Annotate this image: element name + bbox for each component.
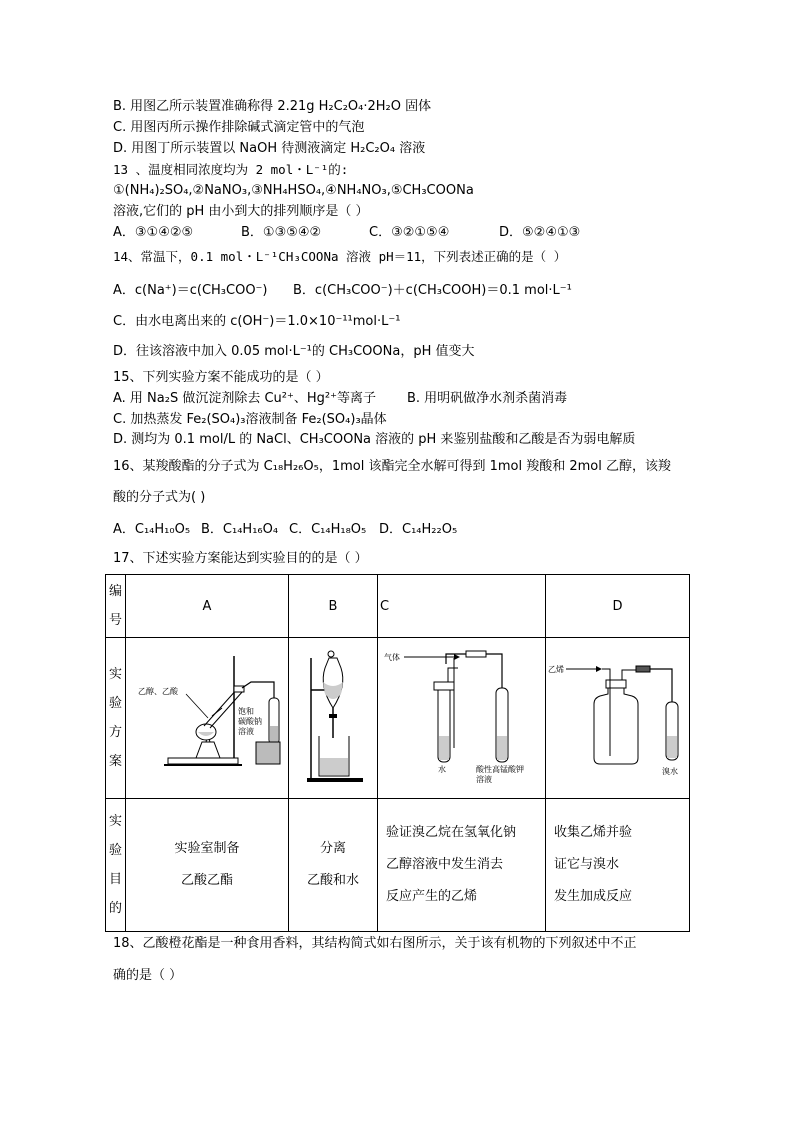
q13-option-c: C．③②①⑤④	[369, 225, 450, 240]
q14-option-c: C．由水电离出来的 c(OH⁻)＝1.0×10⁻¹¹mol·L⁻¹	[113, 314, 401, 329]
q16-option-d: D．C₁₄H₂₂O₅	[379, 522, 458, 537]
row-label-number: 编 号	[106, 575, 126, 638]
q14-option-a: A．c(Na⁺)＝c(CH₃COO⁻)	[113, 283, 268, 298]
q18-stem-line1: 18、乙酸橙花酯是一种食用香料，其结构简式如右图所示，关于该有机物的下列叙述中不正	[113, 936, 637, 951]
q15-stem: 15、下列实验方案不能成功的是（ ）	[113, 370, 329, 385]
experiment-table	[105, 574, 690, 932]
purpose-a: 实验室制备 乙酸乙酯	[126, 799, 289, 932]
figure-a-label-sol3: 溶液	[238, 727, 254, 736]
figure-d-cell	[546, 638, 690, 799]
figure-a-esterification-apparatus	[126, 638, 289, 794]
option-b-line: B. 用图乙所示装置准确称得 2.21g H₂C₂O₄·2H₂O 固体	[113, 99, 432, 114]
q13-ask: 溶液,它们的 pH 由小到大的排列顺序是（ ）	[113, 204, 369, 219]
q16-option-b: B．C₁₄H₁₆O₄	[201, 522, 279, 537]
q13-stem: 13 、温度相同浓度均为 2 mol・L⁻¹的:	[113, 162, 349, 177]
figure-a-label-sol1: 饱和	[238, 707, 254, 716]
figure-d-label-ethylene: 乙烯	[548, 665, 564, 674]
q17-stem: 17、下述实验方案能达到实验目的的是（ ）	[113, 551, 368, 566]
q18-stem-line2: 确的是（ ）	[113, 968, 183, 983]
figure-a-label-reagents: 乙醇、乙酸	[138, 687, 178, 696]
col-header-d: D	[546, 575, 690, 638]
q13-list: ①(NH₄)₂SO₄,②NaNO₃,③NH₄HSO₄,④NH₄NO₃,⑤CH₃COONa	[113, 183, 474, 198]
q14-ab	[113, 283, 572, 299]
col-header-a: A	[126, 575, 289, 638]
figure-c-label-gas: 气体	[384, 653, 400, 662]
q13-option-b: B．①③⑤④②	[241, 225, 322, 240]
q15-option-b: B. 用明矾做净水剂杀菌消毒	[407, 391, 568, 406]
option-d-line: D. 用图丁所示装置以 NaOH 待测液滴定 H₂C₂O₄ 溶液	[113, 141, 426, 156]
figure-a-cell	[126, 638, 289, 799]
q15-option-d: D. 测均为 0.1 mol/L 的 NaCl、CH₃COONa 溶液的 pH 来鉴别盐酸和乙酸是否为弱电解质	[113, 432, 636, 447]
q16-option-c: C．C₁₄H₁₈O₅	[289, 522, 367, 537]
table-row-number	[106, 575, 690, 638]
figure-a-label-sol2: 碳酸钠	[238, 717, 262, 726]
q15-option-a: A. 用 Na₂S 做沉淀剂除去 Cu²⁺、Hg²⁺等离子	[113, 391, 376, 406]
figure-c-label-water: 水	[438, 765, 446, 774]
col-header-c: C	[378, 575, 546, 638]
q16-stem-line2: 酸的分子式为( )	[113, 490, 206, 505]
q14-option-d: D．往该溶液中加入 0.05 mol·L⁻¹的 CH₃COONa，pH 值变大	[113, 344, 475, 359]
figure-c-cell	[378, 638, 546, 799]
purpose-b: 分离 乙酸和水	[289, 799, 378, 932]
option-c-line: C. 用图丙所示操作排除碱式滴定管中的气泡	[113, 120, 365, 135]
figure-c-gas-test-tubes	[378, 638, 546, 794]
purpose-c: 验证溴乙烷在氢氧化钠 乙醇溶液中发生消去 反应产生的乙烯	[378, 799, 546, 932]
figure-b-separatory-funnel	[289, 638, 378, 794]
row-label-purpose: 实 验 目 的	[106, 799, 126, 932]
figure-c-label-kmno4-2: 溶液	[476, 775, 492, 784]
q13-option-d: D．⑤②④①③	[499, 225, 581, 240]
q14-option-b: B．c(CH₃COO⁻)＋c(CH₃COOH)＝0.1 mol·L⁻¹	[293, 283, 572, 298]
q16-stem-line1: 16、某羧酸酯的分子式为 C₁₈H₂₆O₅，1mol 该酯完全水解可得到 1mol 羧酸和 2mol 乙醇，该羧	[113, 459, 671, 474]
q15-option-c: C. 加热蒸发 Fe₂(SO₄)₃溶液制备 Fe₂(SO₄)₃晶体	[113, 412, 387, 427]
figure-b-cell	[289, 638, 378, 799]
figure-c-label-kmno4-1: 酸性高锰酸钾	[476, 765, 524, 774]
q14-stem: 14、常温下，0.1 mol・L⁻¹CH₃COONa 溶液 pH＝11，下列表述正确的是（ ）	[113, 249, 567, 264]
q13-option-a: A．③①④②⑤	[113, 225, 194, 240]
table-row-apparatus	[106, 638, 690, 799]
figure-d-label-bromine: 溴水	[662, 767, 678, 776]
figure-d-gas-collection	[546, 638, 690, 794]
purpose-d: 收集乙烯并验 证它与溴水 发生加成反应	[546, 799, 690, 932]
q13-options	[113, 225, 580, 241]
col-header-b: B	[289, 575, 378, 638]
q16-options	[113, 522, 457, 538]
q15-ab	[113, 391, 567, 407]
table-row-purpose	[106, 799, 690, 932]
row-label-apparatus: 实 验 方 案	[106, 638, 126, 799]
q16-option-a: A．C₁₄H₁₀O₅	[113, 522, 191, 537]
